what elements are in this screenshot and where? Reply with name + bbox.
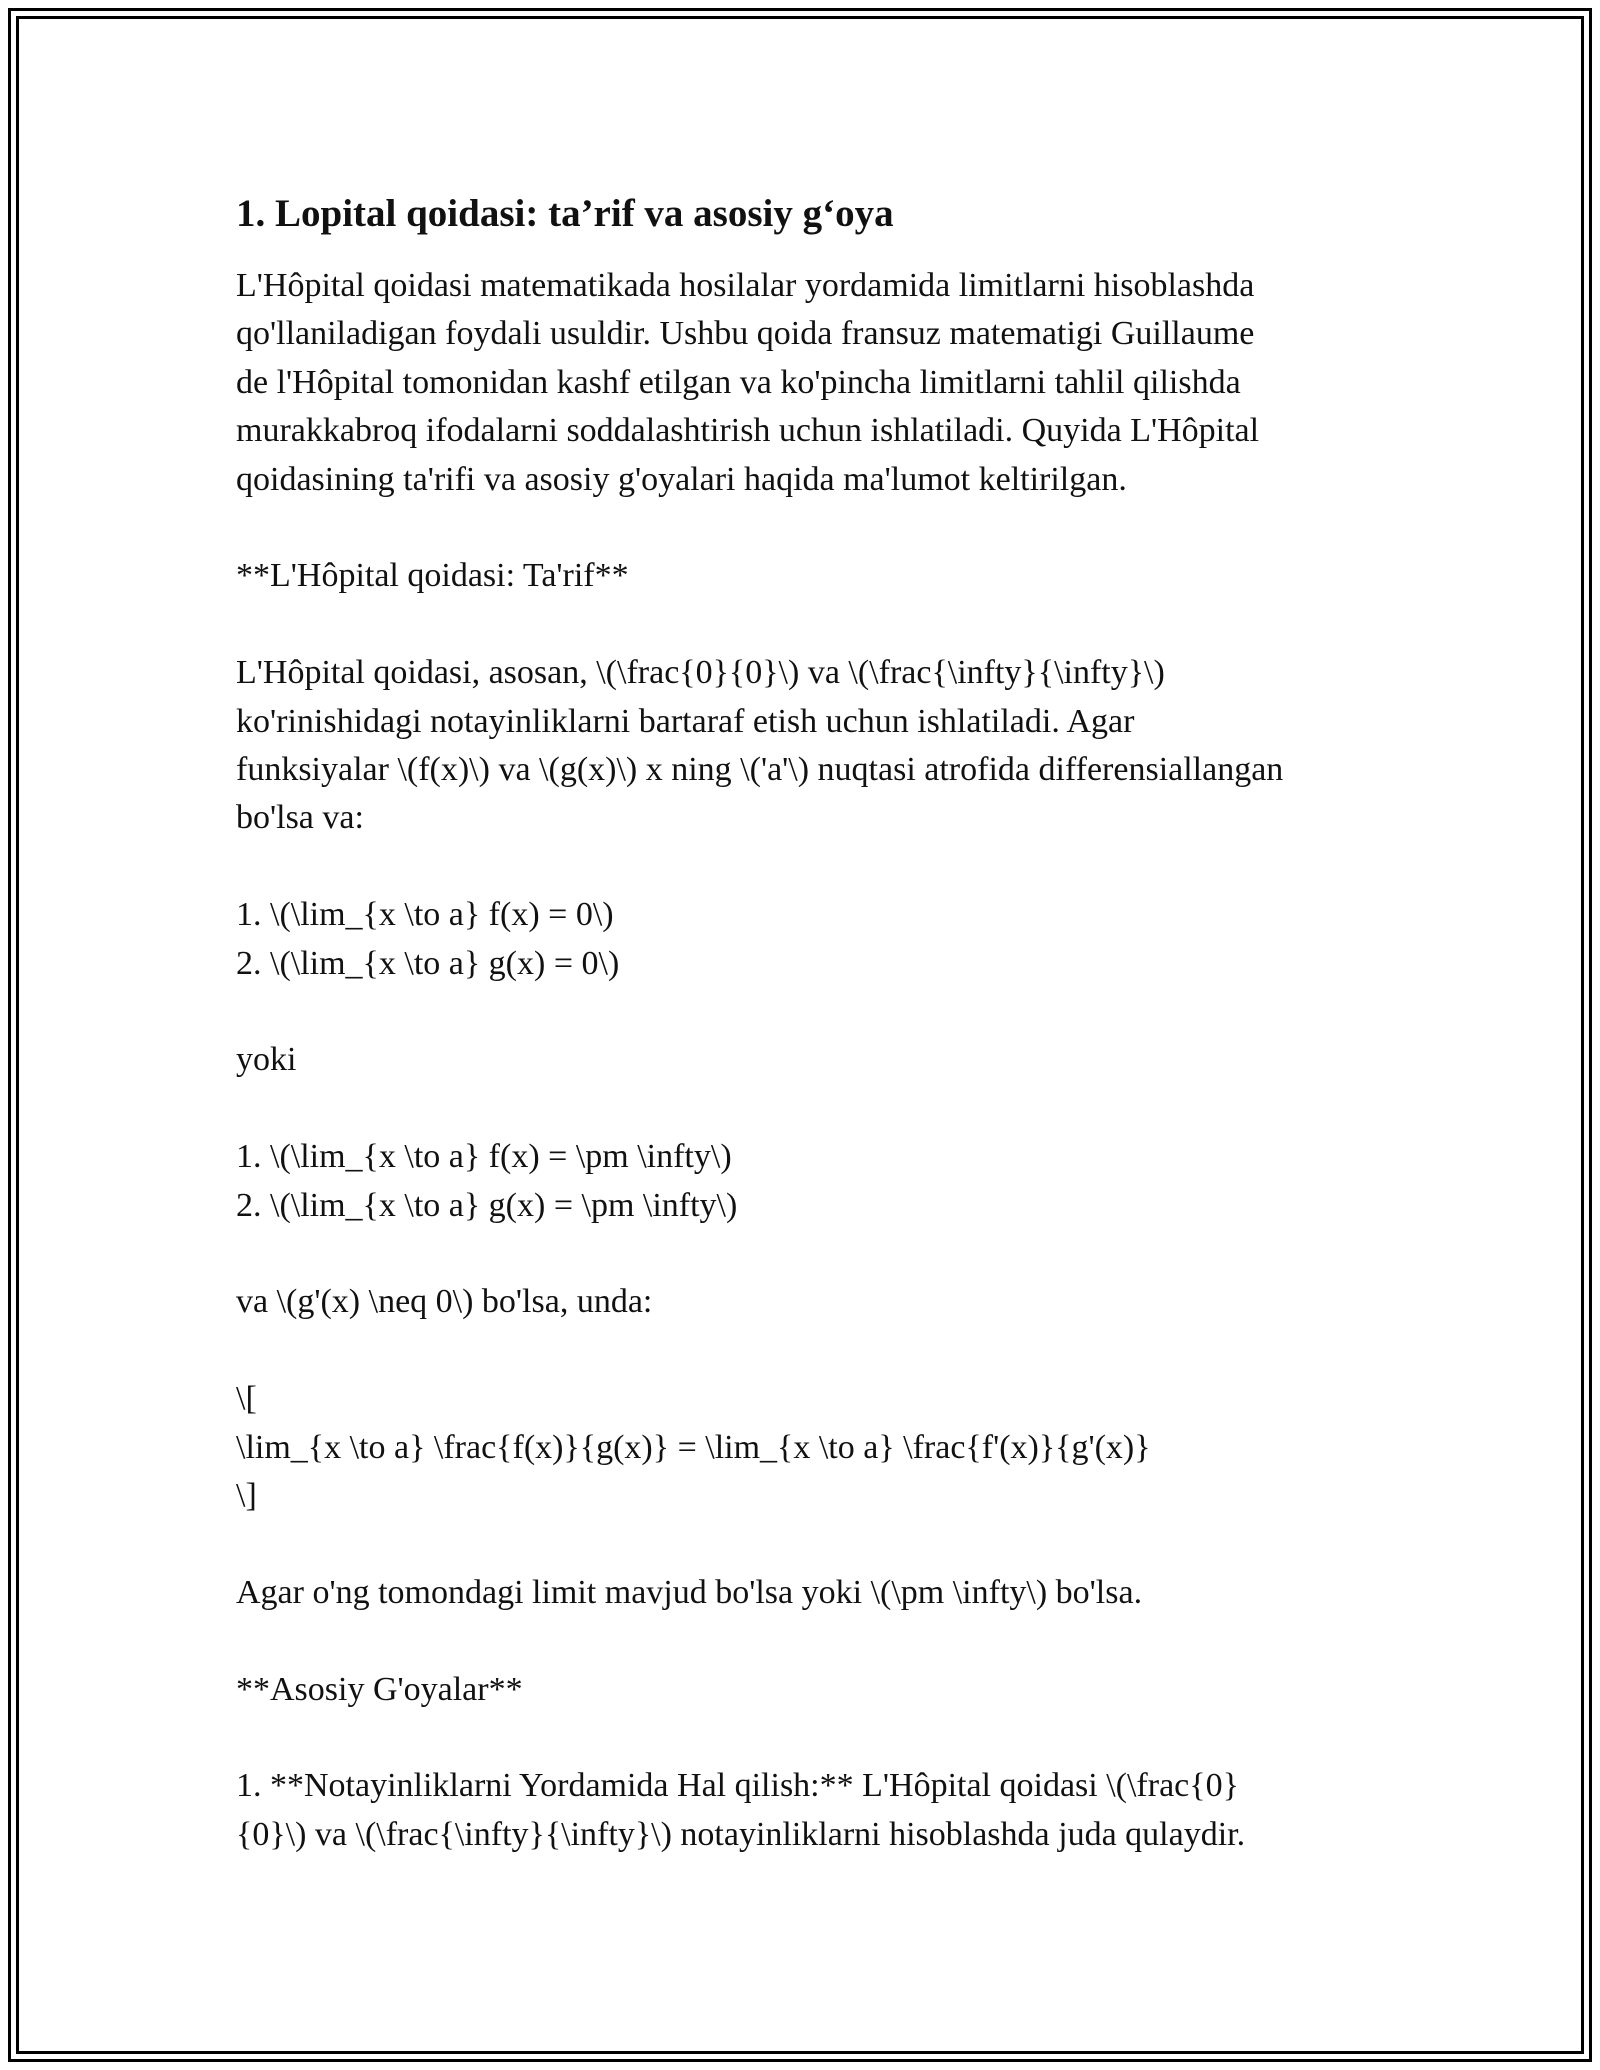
formula-close: \] xyxy=(236,1477,257,1515)
neq-condition: va \(g'(x) \neq 0\) bo'lsa, unda: xyxy=(236,1283,653,1321)
section-heading: 1. Lopital qoidasi: ta’rif va asosiy g‘oya xyxy=(236,192,894,235)
formula-block xyxy=(236,1375,1386,1520)
formula-body: \lim_{x \to a} \frac{f(x)}{g(x)} = \lim_{x \to a} \frac{f'(x)}{g'(x)} xyxy=(236,1428,1151,1466)
spacer xyxy=(236,1085,1386,1133)
spacer xyxy=(236,843,1386,891)
formula-open: \[ xyxy=(236,1380,257,1418)
spacer xyxy=(236,1230,1386,1278)
spacer xyxy=(236,238,1386,262)
ideas-title: **Asosiy G'oyalar** xyxy=(236,1670,523,1708)
list-item: 1. \(\lim_{x \to a} f(x) = 0\) xyxy=(236,896,614,934)
text-line: qo'llaniladigan foydali usuldir. Ushbu qoida fransuz matematigi Guillaume xyxy=(236,315,1255,353)
spacer xyxy=(236,1520,1386,1568)
condition-list-zero xyxy=(236,891,1386,988)
text-line: L'Hôpital qoidasi matematikada hosilalar yordamida limitlarni hisoblashda xyxy=(236,267,1255,304)
list-item: 2. \(\lim_{x \to a} g(x) = 0\) xyxy=(236,944,620,982)
spacer xyxy=(236,504,1386,552)
or-text: yoki xyxy=(236,1041,297,1079)
text-line: bo'lsa va: xyxy=(236,799,364,837)
right-limit-text: Agar o'ng tomondagi limit mavjud bo'lsa yoki \(\pm \infty\) bo'lsa. xyxy=(236,1573,1143,1611)
spacer xyxy=(236,1714,1386,1762)
condition-list-infinity xyxy=(236,1133,1386,1230)
list-item: 1. \(\lim_{x \to a} f(x) = \pm \infty\) xyxy=(236,1138,732,1176)
list-item: 2. \(\lim_{x \to a} g(x) = \pm \infty\) xyxy=(236,1186,738,1224)
spacer xyxy=(236,1617,1386,1665)
text-line: L'Hôpital qoidasi, asosan, \(\frac{0}{0}\) va \(\frac{\infty}{\infty}\) xyxy=(236,654,1165,692)
spacer xyxy=(236,1327,1386,1375)
text-line: de l'Hôpital tomonidan kashf etilgan va ko'pincha limitlarni tahlil qilishda xyxy=(236,363,1241,401)
definition-title: **L'Hôpital qoidasi: Ta'rif** xyxy=(236,557,629,595)
spacer xyxy=(236,988,1386,1036)
document-body xyxy=(236,190,1386,1859)
ideas-list xyxy=(236,1762,1386,1859)
text-line: qoidasining ta'rifi va asosiy g'oyalari haqida ma'lumot keltirilgan. xyxy=(236,460,1127,498)
text-line: murakkabroq ifodalarni soddalashtirish uchun ishlatiladi. Quyida L'Hôpital xyxy=(236,412,1260,450)
definition-paragraph xyxy=(236,649,1386,843)
list-item: {0}\) va \(\frac{\infty}{\infty}\) notayinliklarni hisoblashda juda qulaydir. xyxy=(236,1815,1246,1853)
spacer xyxy=(236,601,1386,649)
list-item: 1. **Notayinliklarni Yordamida Hal qilish:** L'Hôpital qoidasi \(\frac{0} xyxy=(236,1767,1239,1805)
text-line: ko'rinishidagi notayinliklarni bartaraf etish uchun ishlatiladi. Agar xyxy=(236,702,1135,740)
text-line: funksiyalar \(f(x)\) va \(g(x)\) x ning \('a'\) nuqtasi atrofida differensiallangan xyxy=(236,751,1284,789)
intro-paragraph xyxy=(236,262,1386,504)
